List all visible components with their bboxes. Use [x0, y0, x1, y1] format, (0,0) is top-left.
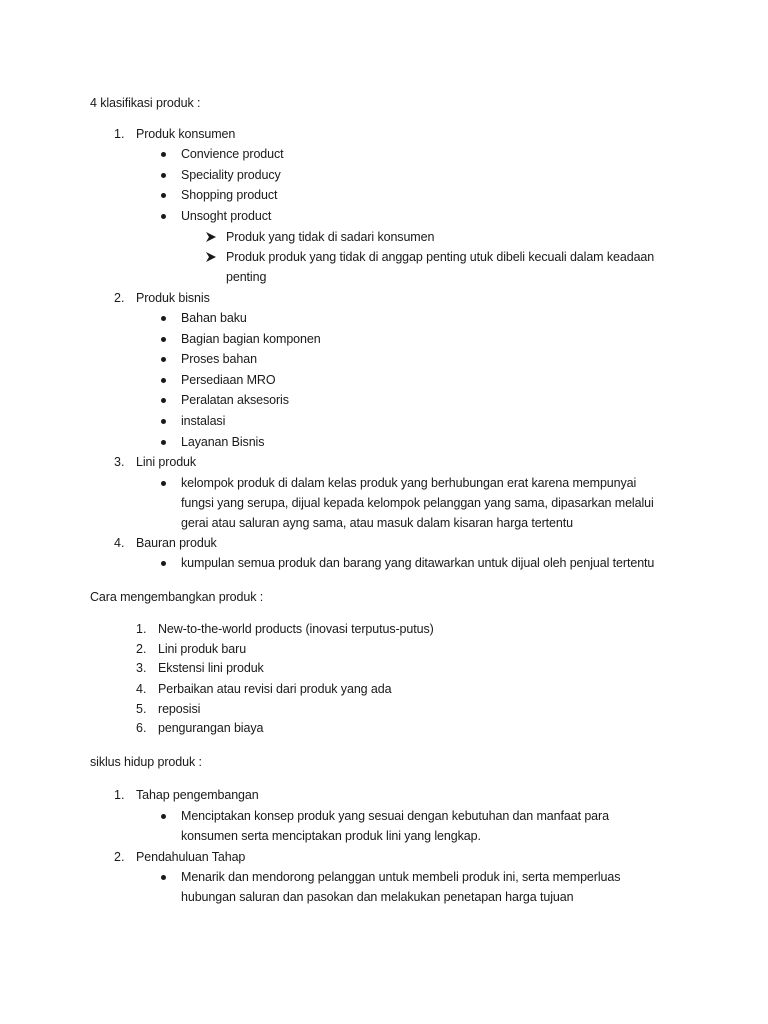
bullet-item: Speciality producy: [181, 168, 281, 182]
list-number: 2.: [114, 850, 125, 864]
bullet-item: Layanan Bisnis: [181, 435, 265, 449]
bullet-icon: [161, 152, 166, 157]
list-item-tahap-pengembangan: Tahap pengembangan: [136, 788, 259, 802]
bullet-item: Menciptakan konsep produk yang sesuai dengan kebutuhan dan manfaat para: [181, 809, 609, 823]
list-number: 2.: [114, 291, 125, 305]
bullet-icon: [161, 481, 166, 486]
bullet-icon: [161, 378, 166, 383]
arrow-bullet-icon: [205, 231, 217, 243]
section-title-cara: Cara mengembangkan produk :: [90, 590, 264, 604]
bullet-item: Peralatan aksesoris: [181, 393, 289, 407]
list-number: 5.: [136, 702, 147, 716]
bullet-icon: [161, 419, 166, 424]
bullet-item: Menarik dan mendorong pelanggan untuk membeli produk ini, serta memperluas: [181, 870, 621, 884]
list-number: 4.: [136, 682, 147, 696]
list-number: 4.: [114, 536, 125, 550]
list-item: reposisi: [158, 702, 201, 716]
list-item-pendahuluan-tahap: Pendahuluan Tahap: [136, 850, 246, 864]
list-number: 2.: [136, 642, 147, 656]
bullet-item: instalasi: [181, 414, 226, 428]
section-title-klasifikasi: 4 klasifikasi produk :: [90, 96, 201, 110]
list-number: 1.: [136, 622, 147, 636]
list-item-lini-produk: Lini produk: [136, 455, 197, 469]
list-number: 3.: [114, 455, 125, 469]
list-item: pengurangan biaya: [158, 721, 264, 735]
list-item-produk-konsumen: Produk konsumen: [136, 127, 236, 141]
bullet-icon: [161, 337, 166, 342]
section-title-siklus: siklus hidup produk :: [90, 755, 202, 769]
list-item: Lini produk baru: [158, 642, 247, 656]
bullet-item-continuation: fungsi yang serupa, dijual kepada kelompok pelanggan yang sama, dipasarkan melalui: [181, 496, 654, 510]
bullet-item: Bagian bagian komponen: [181, 332, 321, 346]
bullet-item: kelompok produk di dalam kelas produk yang berhubungan erat karena mempunyai: [181, 476, 637, 490]
bullet-item: kumpulan semua produk dan barang yang ditawarkan untuk dijual oleh penjual tertentu: [181, 556, 655, 570]
list-number: 3.: [136, 661, 147, 675]
bullet-item: Convience product: [181, 147, 284, 161]
bullet-icon: [161, 193, 166, 198]
bullet-item: Persediaan MRO: [181, 373, 276, 387]
arrow-bullet-icon: [205, 251, 217, 263]
bullet-icon: [161, 214, 166, 219]
list-item-bauran-produk: Bauran produk: [136, 536, 217, 550]
bullet-icon: [161, 875, 166, 880]
bullet-item-continuation: hubungan saluran dan pasokan dan melakukan penetapan harga tujuan: [181, 890, 574, 904]
bullet-icon: [161, 357, 166, 362]
bullet-item-continuation: gerai atau saluran ayng sama, atau masuk dalam kisaran harga tertentu: [181, 516, 573, 530]
bullet-item: Unsoght product: [181, 209, 272, 223]
list-number: 6.: [136, 721, 147, 735]
bullet-icon: [161, 814, 166, 819]
bullet-icon: [161, 173, 166, 178]
bullet-icon: [161, 440, 166, 445]
bullet-icon: [161, 561, 166, 566]
list-item: Perbaikan atau revisi dari produk yang ada: [158, 682, 392, 696]
bullet-item: Bahan baku: [181, 311, 247, 325]
bullet-icon: [161, 398, 166, 403]
bullet-item: Proses bahan: [181, 352, 257, 366]
bullet-icon: [161, 316, 166, 321]
list-item: Ekstensi lini produk: [158, 661, 264, 675]
list-number: 1.: [114, 127, 125, 141]
arrow-item: Produk yang tidak di sadari konsumen: [226, 230, 435, 244]
arrow-item-continuation: penting: [226, 270, 267, 284]
list-item: New-to-the-world products (inovasi terputus-putus): [158, 622, 434, 636]
bullet-item-continuation: konsumen serta menciptakan produk lini yang lengkap.: [181, 829, 481, 843]
list-number: 1.: [114, 788, 125, 802]
list-item-produk-bisnis: Produk bisnis: [136, 291, 210, 305]
arrow-item: Produk produk yang tidak di anggap penting utuk dibeli kecuali dalam keadaan: [226, 250, 655, 264]
bullet-item: Shopping product: [181, 188, 278, 202]
